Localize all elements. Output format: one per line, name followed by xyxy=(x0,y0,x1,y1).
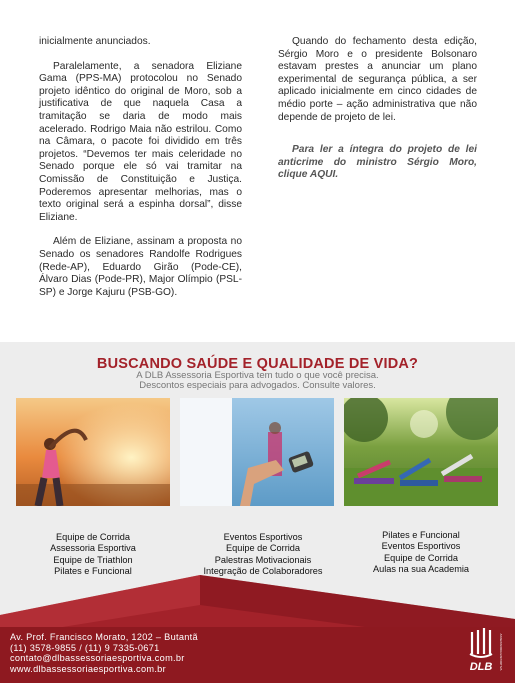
service-item: Equipe de Corrida xyxy=(383,552,459,563)
service-item: Palestras Motivacionais xyxy=(214,554,312,565)
service-item: Eventos Esportivos xyxy=(381,541,461,552)
article-paragraph: inicialmente anunciados. xyxy=(39,36,151,47)
services-list xyxy=(186,532,340,577)
footer-contact xyxy=(10,632,198,674)
service-item: Pilates e Funcional xyxy=(54,565,132,576)
read-full-link[interactable]: Para ler a íntegra do projeto de lei anticrime do ministro Sérgio Moro, clique AQUI. xyxy=(278,144,477,181)
service-item: Equipe de Corrida xyxy=(55,532,131,542)
email-link[interactable]: contato@dlbassessoriaesportiva.com.br xyxy=(10,653,185,664)
outdoor-class-photo xyxy=(344,398,498,506)
ad-title: BUSCANDO SAÚDE E QUALIDADE DE VIDA? xyxy=(96,356,419,372)
service-item: Integração de Colaboradores xyxy=(203,565,323,576)
article-paragraph: Quando do fechamento desta edição, Sérgio Moro e o presidente Bolsonaro estavam prestes a anunciar um plano experimental de segurança pública, a ser aplicado inicialmente em cinco cidades de médio porte – ação administrativa que não depende de projeto de lei. xyxy=(278,36,477,123)
service-item: Equipe de Corrida xyxy=(225,543,301,554)
service-item: Pilates e Funcional xyxy=(382,530,460,540)
stretching-photo xyxy=(16,398,170,506)
service-item: Eventos Esportivos xyxy=(223,532,303,542)
article-paragraph: Paralelamente, a senadora Eliziane Gama (PPS-MA) protocolou no Senado projeto idêntico do original de Moro, sob a justificativa de que naquela Casa a tramitação se daria de modo mais acelerado. Rodrigo Maia não estrilou. Como na Câmara, o pacote foi dividido em três projetos. “Devemos ter mais celeridade no Senado porque ele só vai tramitar na Comissão de Constituição e Justiça. Poderemos apresentar melhorias, mas o texto original será a espinha dorsal”, disse Eliziane. xyxy=(39,60,242,223)
dlb-logo xyxy=(462,628,504,674)
address-text: Av. Prof. Francisco Morato, 1202 – Butantã xyxy=(10,632,198,642)
ad-subtitle: Descontos especiais para advogados. Consulte valores. xyxy=(139,380,376,391)
website-link[interactable]: www.dlbassessoriaesportiva.com.br xyxy=(10,663,166,674)
logo-tagline: ASSESSORIA ESPORTIVA xyxy=(499,633,503,671)
service-item: Assessoria Esportiva xyxy=(50,543,136,554)
logo-text: DLB xyxy=(469,661,493,673)
article-left-column xyxy=(39,36,242,299)
stopwatch-photo xyxy=(180,398,334,506)
article-paragraph: Além de Eliziane, assinam a proposta no Senado os senadores Randolfe Rodrigues (Rede-AP), Eduardo Girão (Pode-CE), Álvaro Dias (Pode-PR), Major Olímpio (PSL-SP) e Jorge Kajuru (PSB-GO). xyxy=(39,236,242,298)
article-right-column xyxy=(278,36,477,182)
services-list xyxy=(344,530,498,575)
services-list xyxy=(16,532,170,577)
service-item: Aulas na sua Academia xyxy=(372,563,470,574)
ad-subtitle: A DLB Assessoria Esportiva tem tudo o que você precisa. xyxy=(136,370,379,381)
phone-text: (11) 3578-9855 / (11) 9 7335-0671 xyxy=(10,642,160,653)
service-item: Equipe de Triathlon xyxy=(53,554,133,565)
